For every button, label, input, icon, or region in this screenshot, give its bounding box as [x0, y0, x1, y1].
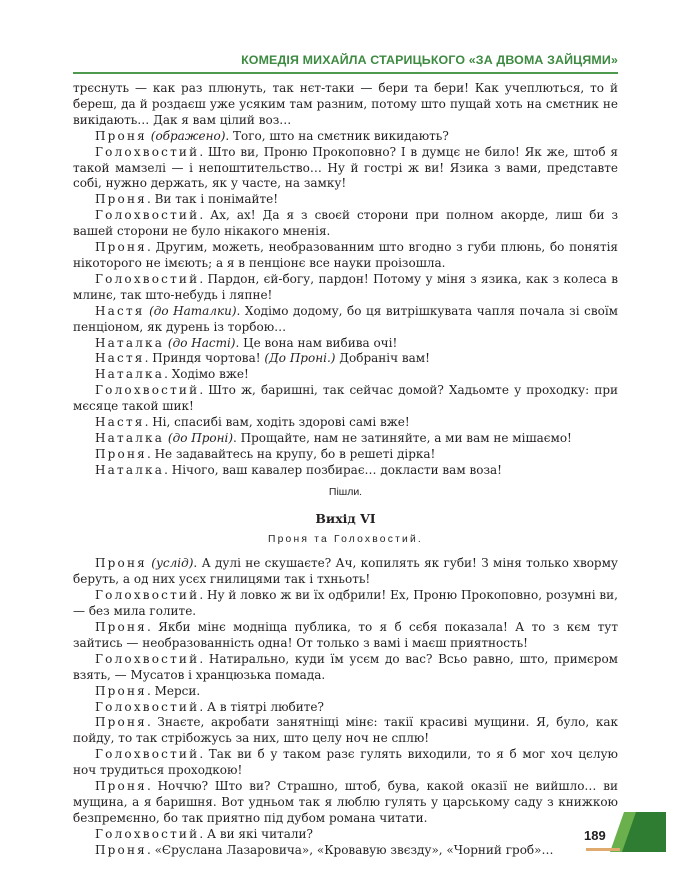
speaker-name: Проня: [95, 192, 147, 207]
dialogue-line: [73, 351, 618, 367]
line-text: . Натирально, куди їм усєм до вас? Всьо равно, што, примєром взять, — Мусатов і хранцюзька помада.: [73, 651, 618, 682]
speaker-name: Голохвостий: [95, 588, 200, 603]
line-text: . А дулі не скушаєте? Ач, копилять як губи! З міня только хворму беруть, а од них усєх гнилицями так і тхньоть!: [73, 556, 618, 587]
line-text: . Пардон, єй-богу, пардон! Потому у міня з язика, как з колеса в млинє, так што-небудь і ляпне!: [73, 271, 618, 302]
speaker-name: Наталка: [95, 367, 165, 382]
speaker-name: Голохвостий: [95, 208, 200, 223]
dialogue-line: [73, 192, 618, 208]
line-text: . Прощайте, нам не затиняйте, а ми вам не мішаємо!: [233, 430, 572, 445]
dialogue-line: [73, 556, 618, 588]
dialogue-line: [73, 827, 618, 843]
speaker-name: Настя: [95, 351, 145, 366]
speaker-name: Голохвостий: [95, 651, 200, 666]
page-number: 189: [584, 828, 606, 843]
dialogue-line: [73, 367, 618, 383]
play-text: [73, 81, 618, 859]
speaker-name: Голохвостий: [95, 271, 200, 286]
line-text: . Ноччю? Што ви? Страшно, штоб, бува, какой оказії не вийшло… ви мущина, а я баришня. Вот удньом так я люблю гулять у царському саду з книжкою безпремєнно, бо так приятно під дубом романа читати.: [73, 779, 618, 825]
line-text: . «Єруслана Лазаровича», «Кровавую звєзду», «Чорний гроб»…: [146, 842, 554, 857]
speaker-name: Голохвостий: [95, 699, 200, 714]
line-text: Добраніч вам!: [335, 351, 430, 366]
line-text: . Ви так і понімайте!: [146, 192, 279, 207]
corner-decoration-icon: [586, 812, 666, 852]
dialogue-line: [73, 383, 618, 415]
speaker-name: Голохвостий: [95, 826, 200, 841]
speaker-name: Наталка: [95, 335, 165, 350]
speaker-name: Проня: [95, 240, 147, 255]
stage-direction: (ображено): [146, 128, 226, 143]
dialogue-line: [73, 240, 618, 272]
speaker-name: Проня: [95, 128, 147, 143]
speaker-name: Проня: [95, 556, 147, 571]
speaker-name: Проня: [95, 446, 147, 461]
line-text: . А ви які читали?: [199, 826, 313, 841]
line-text: . Ах, ах! Да я з своєй сторони при полном акорде, лиш би з вашей сторони не було нікакого мненія.: [73, 208, 618, 239]
speaker-name: Проня: [95, 683, 147, 698]
speaker-name: Настя: [95, 303, 145, 318]
line-text: . Ні, спасибі вам, ходіть здорові самі вже!: [144, 415, 410, 430]
speaker-name: Голохвостий: [95, 747, 200, 762]
dialogue-line: [73, 843, 618, 859]
stage-direction: (услід): [146, 556, 194, 571]
dialogue-line: [73, 463, 618, 479]
scene-persons: Проня та Голохвостий.: [268, 534, 423, 546]
line-text: . А в тіятрі любите?: [199, 699, 324, 714]
speaker-name: Проня: [95, 842, 147, 857]
line-text: . Це вона нам вибива очі!: [235, 335, 398, 350]
stage-direction: (до Проні): [164, 430, 234, 445]
dialogue-line: [73, 447, 618, 463]
dialogue-line: [73, 129, 618, 145]
stage-direction-exit: Пішли.: [328, 485, 363, 498]
stage-direction: (до Насті): [164, 335, 236, 350]
line-text: . Знаєте, акробати занятніщі мінє: такії красиві мущини. Я, було, как пойду, то так стрібожусь за них, што целу ноч не сплю!: [73, 715, 618, 746]
dialogue-line: [73, 747, 618, 779]
dialogue-line: [73, 684, 618, 700]
speaker-name: Проня: [95, 620, 147, 634]
line-text: . Што ж, баришні, так сейчас домой? Хадьомте у проходку: при мєсяце такой шик!: [73, 383, 618, 414]
line-text: . Што ви, Проню Прокоповно? І в думцє не било! Як же, штоб я такой мамзелі — і непоштительство… Ну й гострі ж ви! Язика з вами, представте собі, нужно держать, як у часте, на замку!: [73, 144, 618, 191]
speaker-name: Голохвостий: [95, 383, 200, 398]
stage-direction: (До Проні.): [264, 351, 336, 366]
line-text: . Того, што на смєтник викидають?: [225, 128, 449, 143]
line-text: . Не задавайтесь на крупу, бо в решеті дірка!: [146, 446, 436, 461]
line-text: . Приндя чортова!: [144, 351, 265, 366]
line-text: . Ходімо додому, бо ця витрішкувата чапля почала зі своїм пенціоном, як дурень із торбою…: [73, 303, 618, 334]
dialogue-line: [73, 336, 618, 352]
header-divider: [73, 72, 618, 74]
line-text: . Так ви б у таком разє гулять виходили, то я б мог хоч цєлую ноч трудиться проходкою!: [73, 747, 618, 778]
speaker-name: Проня: [95, 715, 147, 730]
dialogue-line: [73, 431, 618, 447]
running-header-title: КОМЕДІЯ МИХАЙЛА СТАРИЦЬКОГО «ЗА ДВОМА ЗАЙЦЯМИ»: [241, 53, 618, 67]
scene-heading: Вихід VI: [315, 510, 376, 526]
line-text: . Ну й ловко ж ви їх одбрили! Ех, Проню Прокоповно, розумні ви, — без мила голите.: [73, 588, 618, 619]
dialogue-line: [73, 272, 618, 304]
speaker-name: Наталка: [95, 462, 165, 477]
dialogue-line: [73, 208, 618, 240]
dialogue-line: [73, 620, 618, 652]
dialogue-line: трєснуть — как раз плюнуть, так нєт-таки — бери та бери! Как учеплються, то й береш, да й роздаєш уже усяким там разним, потому што пущай хоть на смєтник не викідають… Дак я вам цілий воз…: [73, 81, 618, 127]
dialogue-line: [73, 415, 618, 431]
page-number-underline: [586, 848, 620, 851]
dialogue-line: [73, 779, 618, 827]
speaker-name: Настя: [95, 415, 145, 430]
line-text: . Мерси.: [146, 683, 201, 698]
line-text: . Нічого, ваш кавалер позбирає… докласти вам воза!: [164, 462, 502, 477]
dialogue-line: [73, 652, 618, 684]
speaker-name: Наталка: [95, 430, 165, 445]
stage-direction: (до Наталки): [144, 303, 237, 318]
dialogue-line: [73, 588, 618, 620]
dialogue-line: [73, 304, 618, 336]
speaker-name: Голохвостий: [95, 144, 200, 159]
dialogue-line: [73, 145, 618, 193]
line-text: . Ходімо вже!: [164, 367, 249, 382]
line-text: . Якби мінє модніща публика, то я б сєбя показала! А то з кєм тут зайтись — необразованність одна! От только з вамі і маєш приятность!: [73, 620, 618, 650]
line-text: . Другим, можеть, необразованним што вгодно з губи плюнь, бо понятія нікоторого не імєють; а я в пенціонє все науки проізошла.: [73, 240, 618, 270]
dialogue-line: [73, 700, 618, 716]
speaker-name: Проня: [95, 779, 147, 794]
dialogue-line: [73, 715, 618, 747]
